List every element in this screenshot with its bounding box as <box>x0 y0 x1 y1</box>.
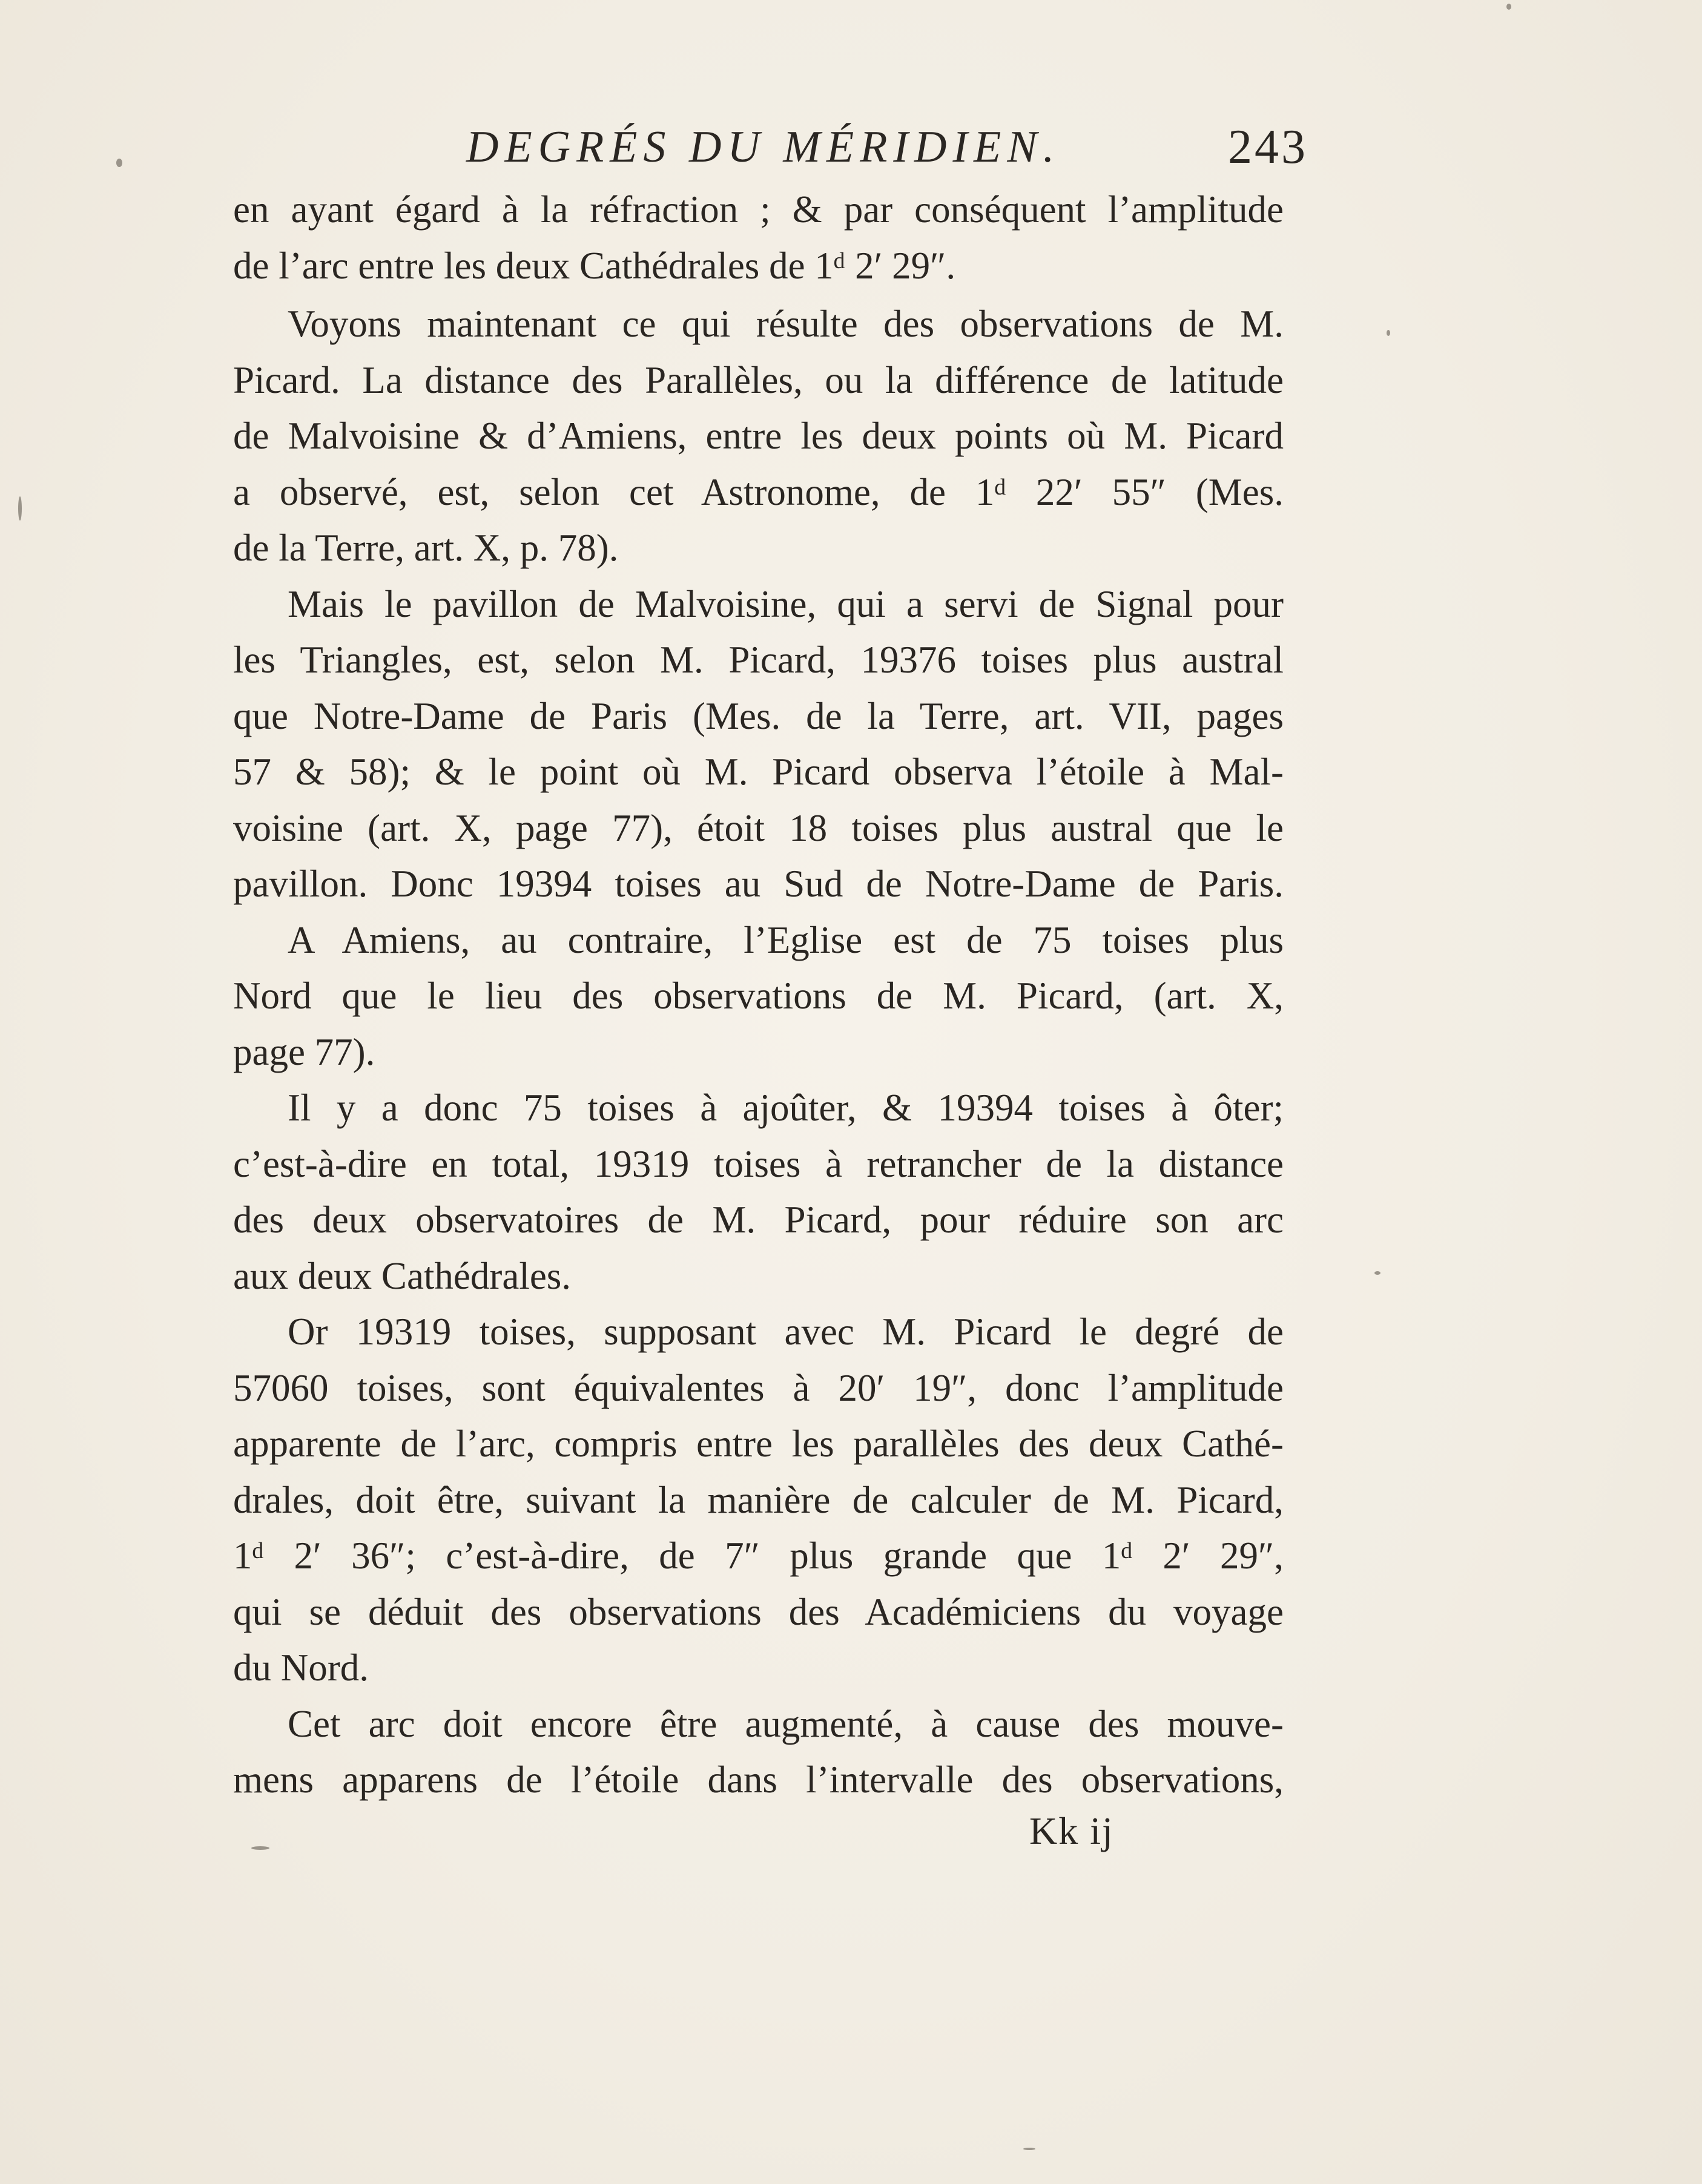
text-line: Picard. La distance des Parallèles, ou la différence de latitude <box>233 358 1284 401</box>
text-line: Nord que le lieu des observations de M. Picard, (art. X, <box>233 975 1284 1017</box>
text-line: pavillon. Donc 19394 toises au Sud de Notre-Dame de Paris. <box>233 863 1284 905</box>
paper-speck <box>116 159 122 167</box>
paper-speck <box>18 496 22 521</box>
text-line: en ayant égard à la réfraction ; & par conséquent l’amplitude <box>233 188 1284 231</box>
paragraph-start-line: A Amiens, au contraire, l’Eglise est de 75 toises plus <box>288 918 1284 961</box>
text-line: aux deux Cathédrales. <box>233 1254 572 1297</box>
text-line: des deux observatoires de M. Picard, pour réduire son arc <box>233 1199 1284 1241</box>
text-line: drales, doit être, suivant la manière de calculer de M. Picard, <box>233 1478 1284 1521</box>
text-line: 57060 toises, sont équivalentes à 20′ 19″, donc l’amplitude <box>233 1366 1284 1409</box>
text-line: les Triangles, est, selon M. Picard, 19376 toises plus austral <box>233 639 1284 681</box>
text-line: de l’arc entre les deux Cathédrales de 1ᵈ 2′ 29″. <box>233 244 956 287</box>
text-line: mens apparens de l’étoile dans l’intervalle des observations, <box>233 1758 1284 1801</box>
paragraph-start-line: Il y a donc 75 toises à ajoûter, & 19394 toises à ôter; <box>288 1087 1284 1129</box>
text-line: que Notre-Dame de Paris (Mes. de la Terre, art. VII, pages <box>233 694 1284 737</box>
text-line: a observé, est, selon cet Astronome, de 1ᵈ 22′ 55″ (Mes. <box>233 470 1284 513</box>
paper-speck <box>1374 1271 1380 1275</box>
text-line: de la Terre, art. X, p. 78). <box>233 527 619 569</box>
running-title: DEGRÉS DU MÉRIDIEN. <box>466 122 1061 172</box>
text-line: voisine (art. X, page 77), étoit 18 toises plus austral que le <box>233 806 1284 849</box>
text-line: 57 & 58); & le point où M. Picard observa l’étoile à Mal- <box>233 751 1284 793</box>
text-line: page 77). <box>233 1030 375 1073</box>
paragraph-start-line: Or 19319 toises, supposant avec M. Picard le degré de <box>288 1311 1284 1353</box>
paragraph-start-line: Voyons maintenant ce qui résulte des observations de M. <box>288 303 1284 345</box>
text-line: qui se déduit des observations des Académiciens du voyage <box>233 1590 1284 1633</box>
text-line: c’est-à-dire en total, 19319 toises à retrancher de la distance <box>233 1142 1284 1185</box>
paper-speck <box>1023 2148 1035 2150</box>
paper-speck <box>1506 4 1511 10</box>
body-text <box>233 182 1284 1808</box>
paper-speck <box>251 1846 269 1850</box>
text-line: du Nord. <box>233 1646 369 1689</box>
paragraph-start-line: Cet arc doit encore être augmenté, à cause des mouve- <box>288 1702 1284 1745</box>
signature-mark: Kk ij <box>1029 1809 1114 1852</box>
page-number: 243 <box>1228 120 1308 174</box>
text-line: apparente de l’arc, compris entre les parallèles des deux Cathé- <box>233 1423 1284 1465</box>
text-line: 1ᵈ 2′ 36″; c’est-à-dire, de 7″ plus grande que 1ᵈ 2′ 29″, <box>233 1534 1284 1577</box>
paragraph-start-line: Mais le pavillon de Malvoisine, qui a servi de Signal pour <box>288 582 1284 625</box>
paper-speck <box>1387 330 1390 336</box>
text-line: de Malvoisine & d’Amiens, entre les deux points où M. Picard <box>233 415 1284 457</box>
